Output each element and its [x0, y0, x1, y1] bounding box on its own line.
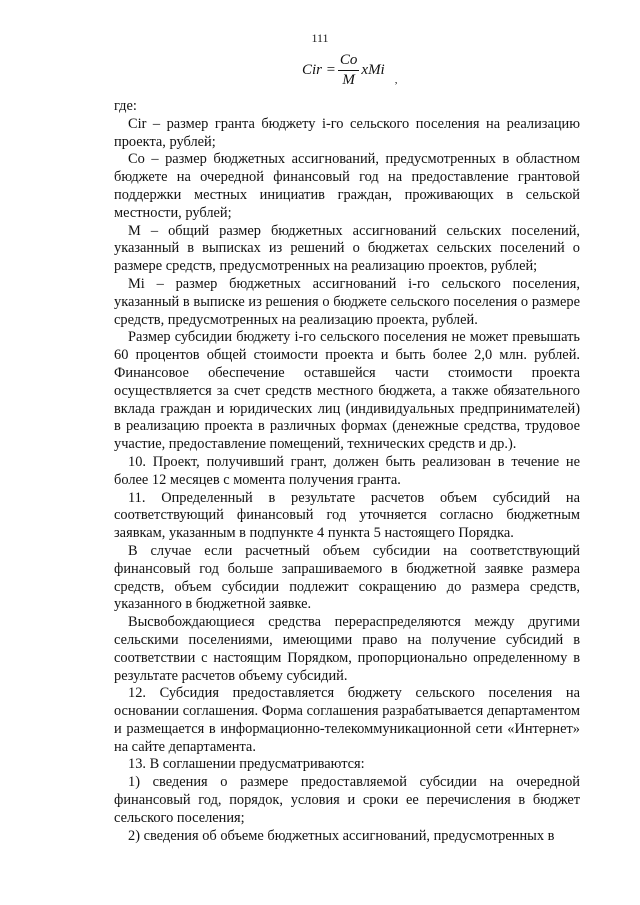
- paragraph: В случае если расчетный объем субсидии на соответствующий финансовый год больше запрашиваемого в бюджетной заявке размера средств, объем субсидии подлежит сокращению до размера средств, указанного в бюджетной заявке.: [114, 542, 580, 613]
- formula-numerator: Co: [338, 52, 360, 71]
- paragraph: 11. Определенный в результате расчетов объем субсидий на соответствующий финансовый год уточняется согласно бюджетным заявкам, указанным в подпункте 4 пункта 5 настоящего Порядка.: [114, 489, 580, 542]
- paragraph: 13. В соглашении предусматриваются:: [128, 756, 365, 773]
- document-body: [114, 98, 580, 845]
- paragraph: 1) сведения о размере предоставляемой субсидии на очередной финансовый год, порядок, условия и сроки ее перечисления в бюджет сельского поселения;: [114, 774, 580, 826]
- formula-rhs: xMi: [361, 62, 385, 78]
- formula-mark: ,: [394, 73, 398, 86]
- paragraph: М – общий размер бюджетных ассигнований сельских поселений, указанный в выписках из решений о бюджетах сельских поселений о размере средств, предусмотренных на реализацию проектов, рублей;: [114, 222, 580, 275]
- paragraph: Mi – размер бюджетных ассигнований i-го сельского поселения, указанный в выписке из решения о бюджете сельского поселения о размере средств, предусмотренных на реализацию проекта, рублей.: [114, 275, 580, 328]
- paragraph: 12. Субсидия предоставляется бюджету сельского поселения на основании соглашения. Форма соглашения разрабатывается департаментом и размещается в информационно-телекоммуникационной сети «Интернет» на сайте департамента.: [114, 685, 580, 755]
- paragraph: 2) сведения об объеме бюджетных ассигнований, предусмотренных в: [128, 827, 555, 844]
- paragraph: Высвобождающиеся средства перераспределяются между другими сельскими поселениями, имеющими право на получение субсидий в соответствии с настоящим Порядком, пропорционально определенному в результате расчетов объему субсидий.: [114, 614, 580, 684]
- paragraph: Cir – размер гранта бюджету i-го сельского поселения на реализацию проекта, рублей;: [114, 115, 580, 150]
- grant-formula: [302, 52, 397, 89]
- paragraph: Со – размер бюджетных ассигнований, предусмотренных в областном бюджете на очередной финансовый год на предоставление грантовой поддержки местных инициатив граждан, проживающих в сельской местности, рублей;: [114, 151, 580, 221]
- page-number: 111: [311, 31, 329, 45]
- formula-fraction: [338, 52, 360, 89]
- formula-lhs: Cir =: [302, 62, 336, 78]
- paragraph-where: где:: [114, 98, 137, 114]
- formula-denominator: M: [342, 72, 355, 88]
- paragraph: Размер субсидии бюджету i-го сельского поселения не может превышать 60 процентов общей стоимости проекта и быть более 2,0 млн. рублей. Финансовое обеспечение оставшейся части стоимости проекта осуществляется за счет средств местного бюджета, а также обязательного вклада граждан и юридических лиц (индивидуальных предпринимателей) в реализацию проекта в различных формах (денежные средства, трудовое участие, предоставление помещений, технических средств и др.).: [114, 329, 580, 453]
- paragraph: 10. Проект, получивший грант, должен быть реализован в течение не более 12 месяцев с момента получения гранта.: [114, 453, 580, 488]
